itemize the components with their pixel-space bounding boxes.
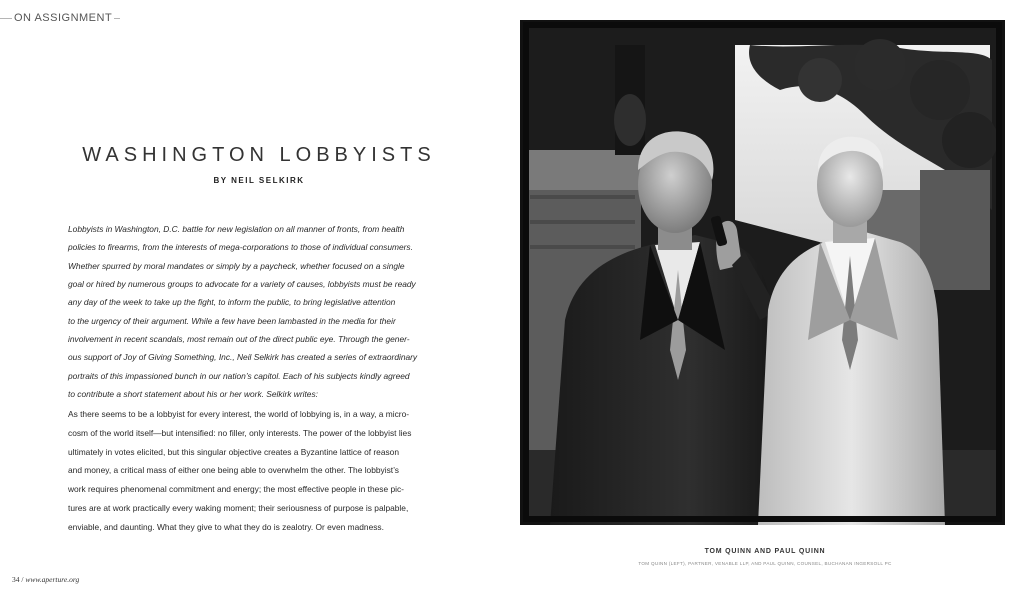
article-body	[68, 405, 452, 537]
folio-url[interactable]: www.aperture.org	[25, 575, 80, 584]
body-line: enviable, and daunting. What they give to what they do is zealotry. Or even madness.	[68, 521, 384, 532]
body-line: As there seems to be a lobbyist for every interest, the world of lobbying is, in a way, a micro-	[68, 409, 410, 419]
intro-line: to the urgency of their argument. While a few have been lambasted in the media for their	[68, 315, 396, 326]
intro-line: policies to firearms, from the interests of mega-corporations to those of individual consumers.	[68, 242, 413, 253]
photo-caption-subtitle: TOM QUINN (LEFT), PARTNER, VENABLE LLP, AND PAUL QUINN, COUNSEL, BUCHANAN INGERSOLL PC	[638, 561, 892, 566]
intro-line: to contribute a short statement about his or her work. Selkirk writes:	[68, 389, 318, 400]
intro-line: Lobbyists in Washington, D.C. battle for new legislation on all manner of fronts, from health	[68, 224, 405, 234]
body-line: ultimately in votes elicited, but this singular objective creates a Byzantine lattice of reason	[68, 446, 399, 457]
intro-line: any day of the week to take up the fight, to inform the public, to bring legislative attention	[68, 297, 396, 308]
intro-line: involvement in recent scandals, most remain out of the direct public eye. Through the gener-	[68, 334, 410, 345]
body-line: cosm of the world itself—but intensified: no filler, only interests. The power of the lobbyist lies	[68, 427, 412, 438]
intro-line: goal or hired by numerous groups to advocate for a variety of causes, lobbyists must be ready	[68, 279, 416, 290]
intro-line: portraits of this impassioned bunch in our nation’s capitol. Each of his subjects kindly agreed	[68, 370, 410, 381]
body-line: and money, a critical mass of either one being able to overwhelm the other. The lobbyist’s	[68, 465, 399, 476]
page-number: 34	[12, 575, 20, 584]
portrait-photo-illustration	[520, 20, 1005, 525]
intro-line: Whether spurred by moral mandates or simply by a paycheck, whether focused on a single	[68, 260, 405, 271]
article-title: WASHINGTON LOBBYISTS	[82, 144, 436, 166]
page-folio	[12, 575, 79, 585]
article-byline: BY NEIL SELKIRK	[213, 176, 305, 185]
article-intro	[68, 220, 452, 403]
section-tag	[0, 10, 122, 26]
body-line: tures are at work practically every waking moment; their seriousness of purpose is palpable,	[68, 502, 409, 513]
folio-separator: /	[21, 575, 24, 584]
portrait-photo	[520, 20, 1005, 525]
body-line: work requires phenomenal commitment and energy; the most effective people in these pic-	[68, 484, 404, 495]
photo-caption-title: TOM QUINN AND PAUL QUINN	[704, 548, 826, 555]
intro-line: ous support of Joy of Giving Something, Inc., Neil Selkirk has created a series of extraordinary	[68, 352, 418, 363]
section-tag-label: ON ASSIGNMENT	[14, 12, 113, 24]
